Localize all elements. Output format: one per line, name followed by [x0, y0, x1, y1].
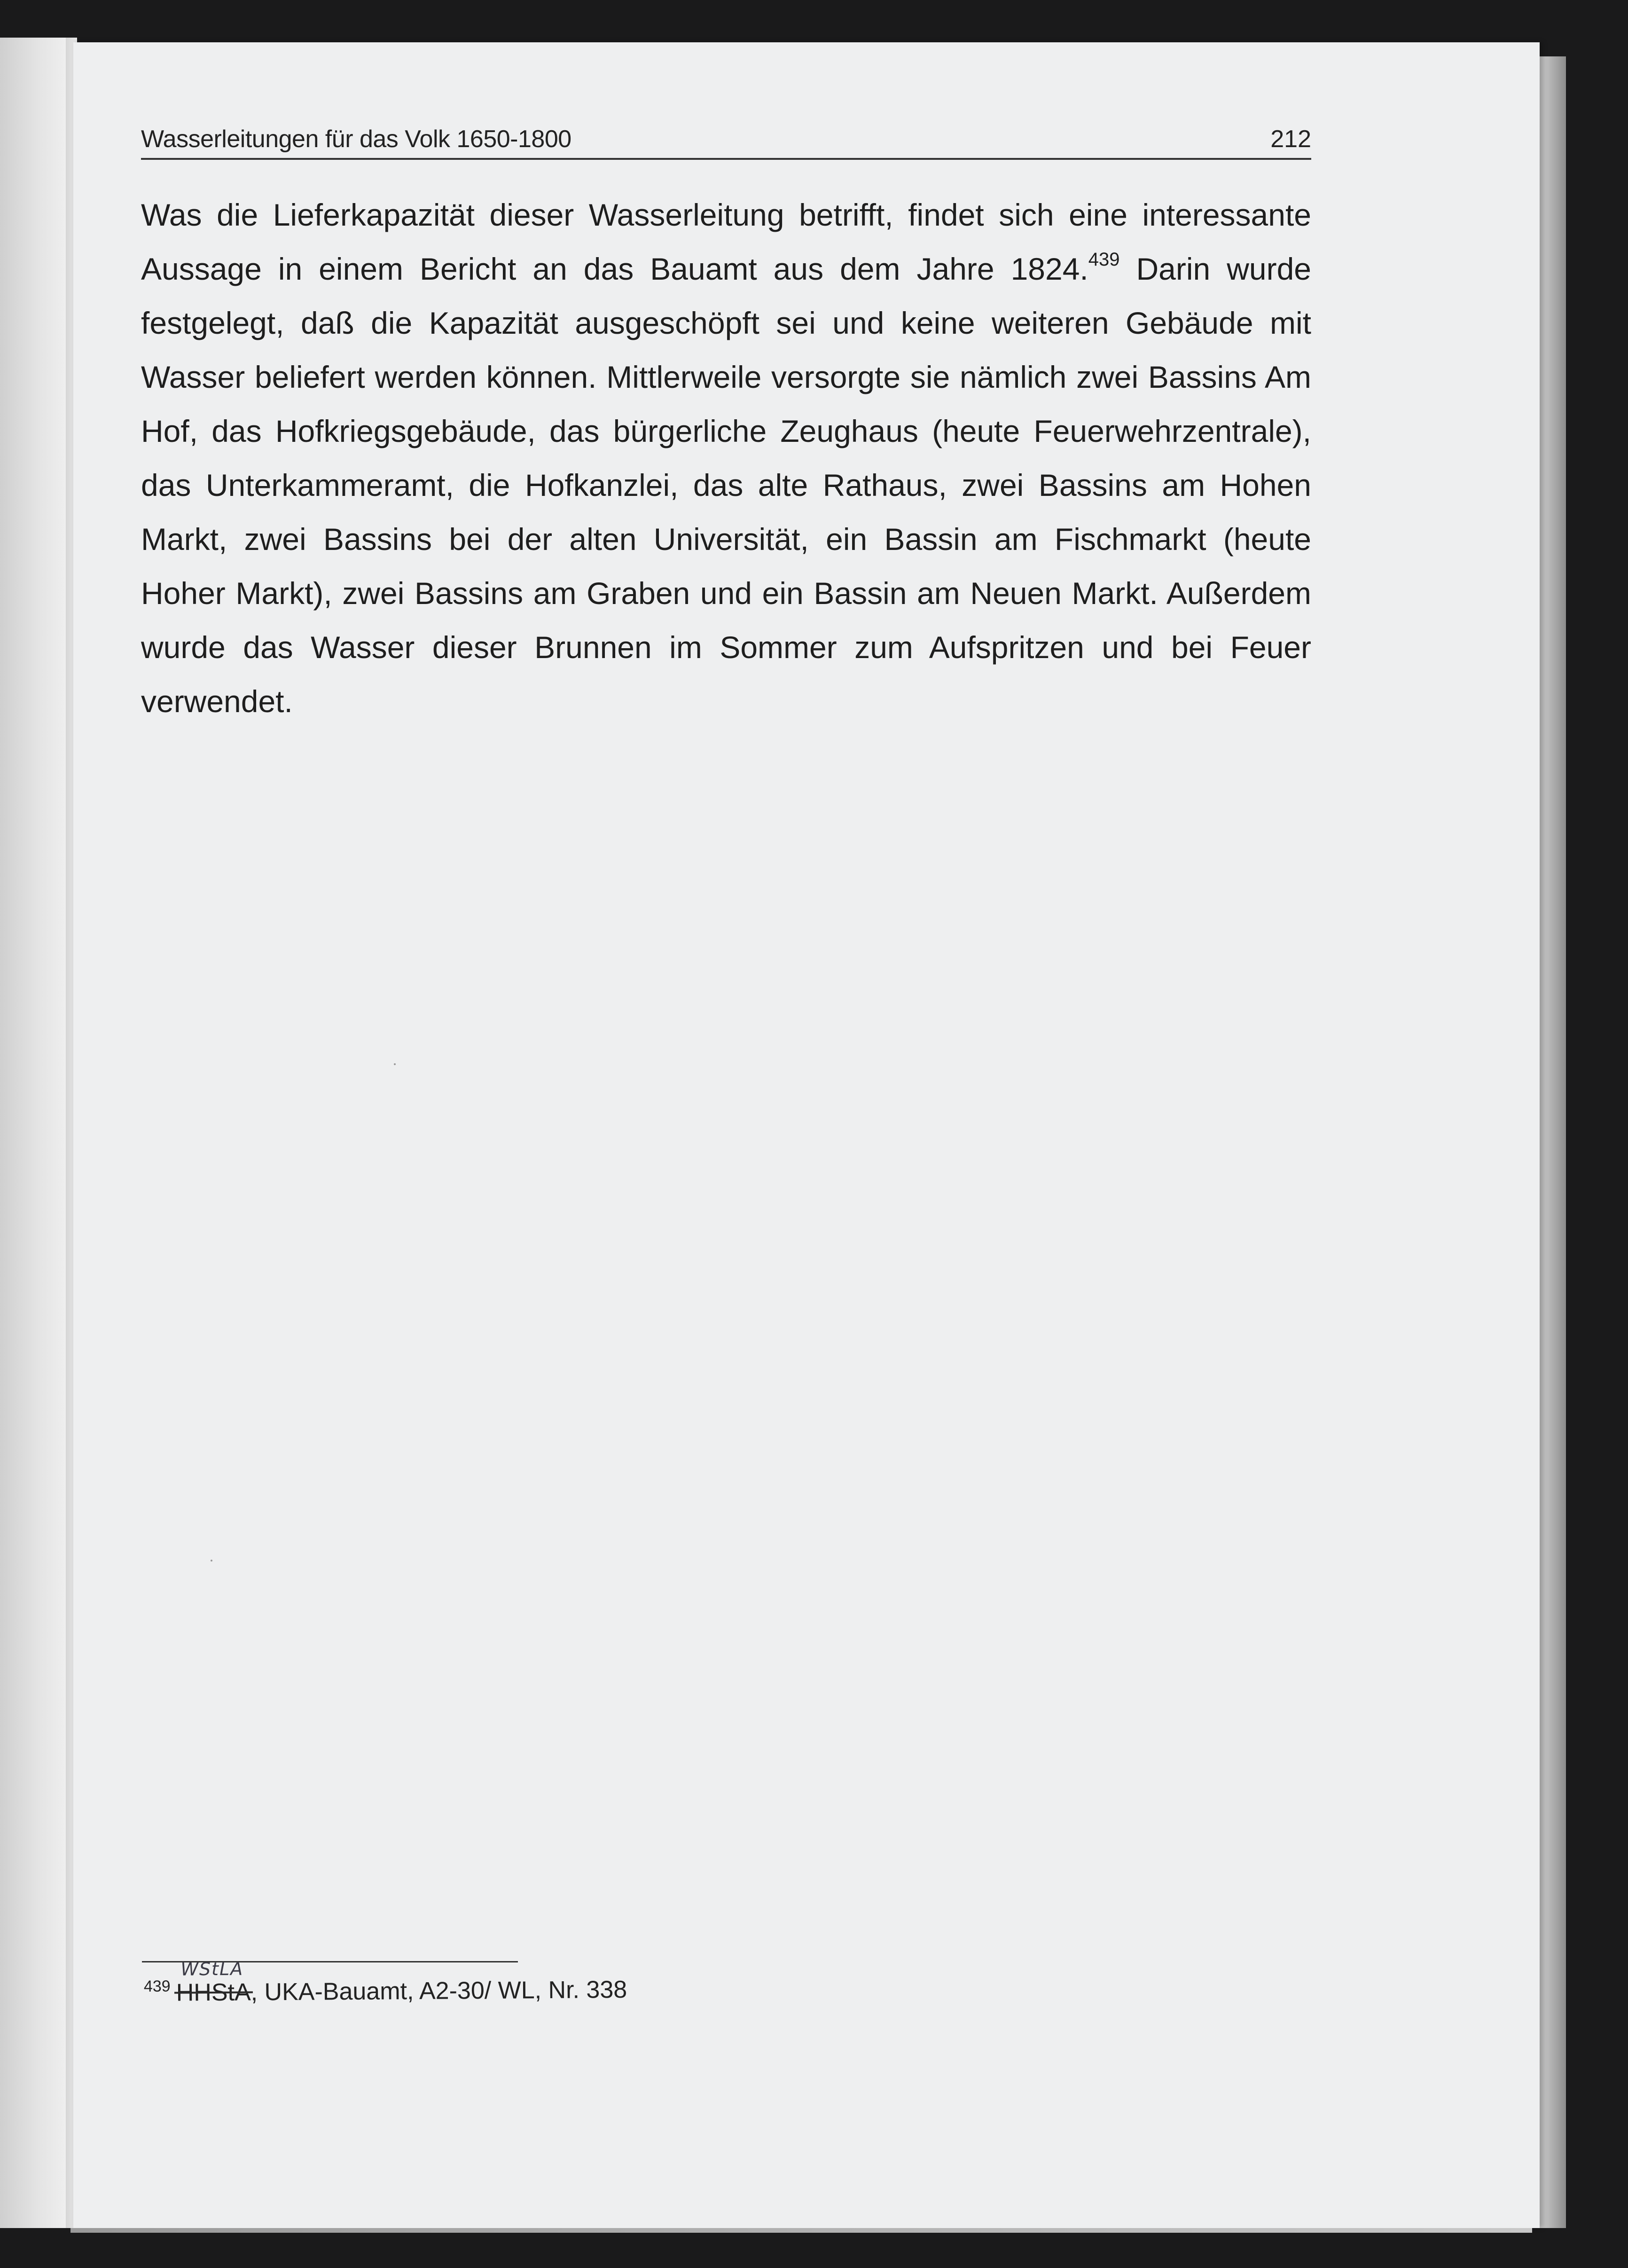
- paper-speck: [211, 1560, 212, 1562]
- footnote-number: 439: [143, 1977, 171, 1995]
- header-title: Wasserleitungen für das Volk 1650-1800: [141, 126, 571, 153]
- footnote: [143, 1958, 627, 2007]
- running-header: [141, 116, 1311, 160]
- handwritten-correction: WStLA: [180, 1958, 244, 1980]
- left-page-edge: [0, 38, 70, 2228]
- page-number: 212: [1270, 126, 1311, 153]
- struck-archive-text: HHStA: [176, 1978, 251, 2007]
- bottom-page-edge: [70, 2228, 1532, 2233]
- body-text-part2: Darin wurde festgelegt, daß die Kapazität ausgeschöpft sei und keine weiteren Gebäude mit Wasser beliefert werden können. Mittlerweile versorgte sie nämlich zwei Bassins Am Hof, das Hofkriegsgebäude, das bürgerliche Zeughaus (heute Feuerwehrzentrale), das Unterkammeramt, die Hofkanzlei, das alte Rathaus, zwei Bassins am Hohen Markt, zwei Bassins bei der alten Universität, ein Bassin am Fischmarkt (heute Hoher Markt), zwei Bassins am Graben und ein Bassin am Neuen Markt. Außerdem wurde das Wasser dieser Brunnen im Sommer zum Aufspritzen und bei Feuer verwendet.: [141, 251, 1311, 719]
- body-text-part1: Was die Lieferkapazität dieser Wasserleitung betrifft, findet sich eine interessante Aussage in einem Bericht an das Bauamt aus dem Jahre 1824.: [141, 197, 1311, 286]
- footnote-reference[interactable]: 439: [1088, 249, 1120, 270]
- footnote-struck-archive: [176, 1958, 251, 2007]
- footnote-citation: , UKA-Bauamt, A2-30/ WL, Nr. 338: [250, 1976, 627, 2006]
- paper-speck: [394, 1063, 396, 1065]
- body-paragraph: [141, 188, 1311, 729]
